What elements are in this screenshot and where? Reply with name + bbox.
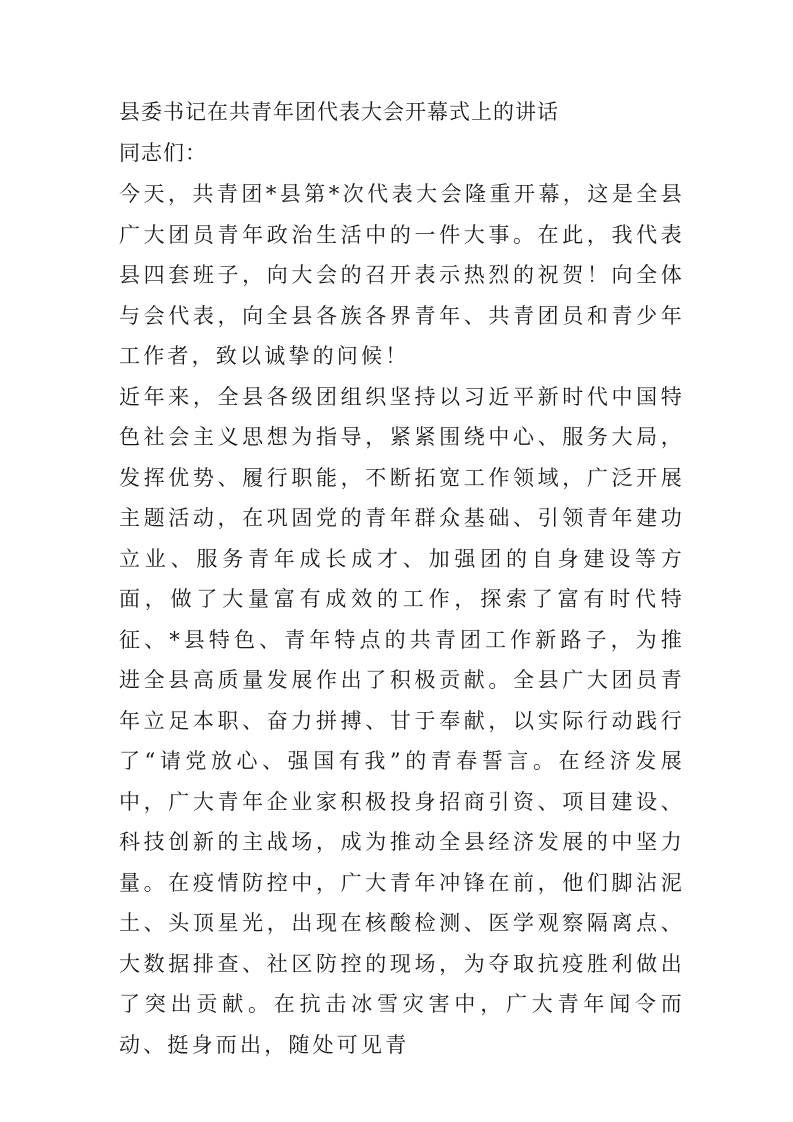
paragraph-opening: 今天，共青团*县第*次代表大会隆重开幕，这是全县广大团员青年政治生活中的一件大事。在此，我代表县四套班子，向大会的召开表示热烈的祝贺！向全体与会代表，向全县各族各界青年、共青团员和青少年工作者，致以诚挚的问候！ xyxy=(119,182,685,368)
document-body xyxy=(119,92,685,1065)
document-title: 县委书记在共青年团代表大会开幕式上的讲话 xyxy=(119,100,559,124)
paragraph-achievements: 近年来，全县各级团组织坚持以习近平新时代中国特色社会主义思想为指导，紧紧围绕中心、服务大局，发挥优势、履行职能，不断拓宽工作领域，广泛开展主题活动，在巩固党的青年群众基础、引领青年建功立业、服务青年成长成才、加强团的自身建设等方面，做了大量富有成效的工作，探索了富有时代特征、*县特色、青年特点的共青团工作新路子，为推进全县高质量发展作出了积极贡献。全县广大团员青年立足本职、奋力拼搏、甘于奉献，以实际行动践行了“请党放心、强国有我”的青春誓言。在经济发展中，广大青年企业家积极投身招商引资、项目建设、科技创新的主战场，成为推动全县经济发展的中坚力量。在疫情防控中，广大青年冲锋在前，他们脚沾泥土、头顶星光，出现在核酸检测、医学观察隔离点、大数据排查、社区防控的现场，为夺取抗疫胜利做出了突出贡献。在抗击冰雪灾害中，广大青年闻令而动、挺身而出，随处可见青 xyxy=(119,384,685,1057)
salutation: 同志们： xyxy=(119,141,207,165)
